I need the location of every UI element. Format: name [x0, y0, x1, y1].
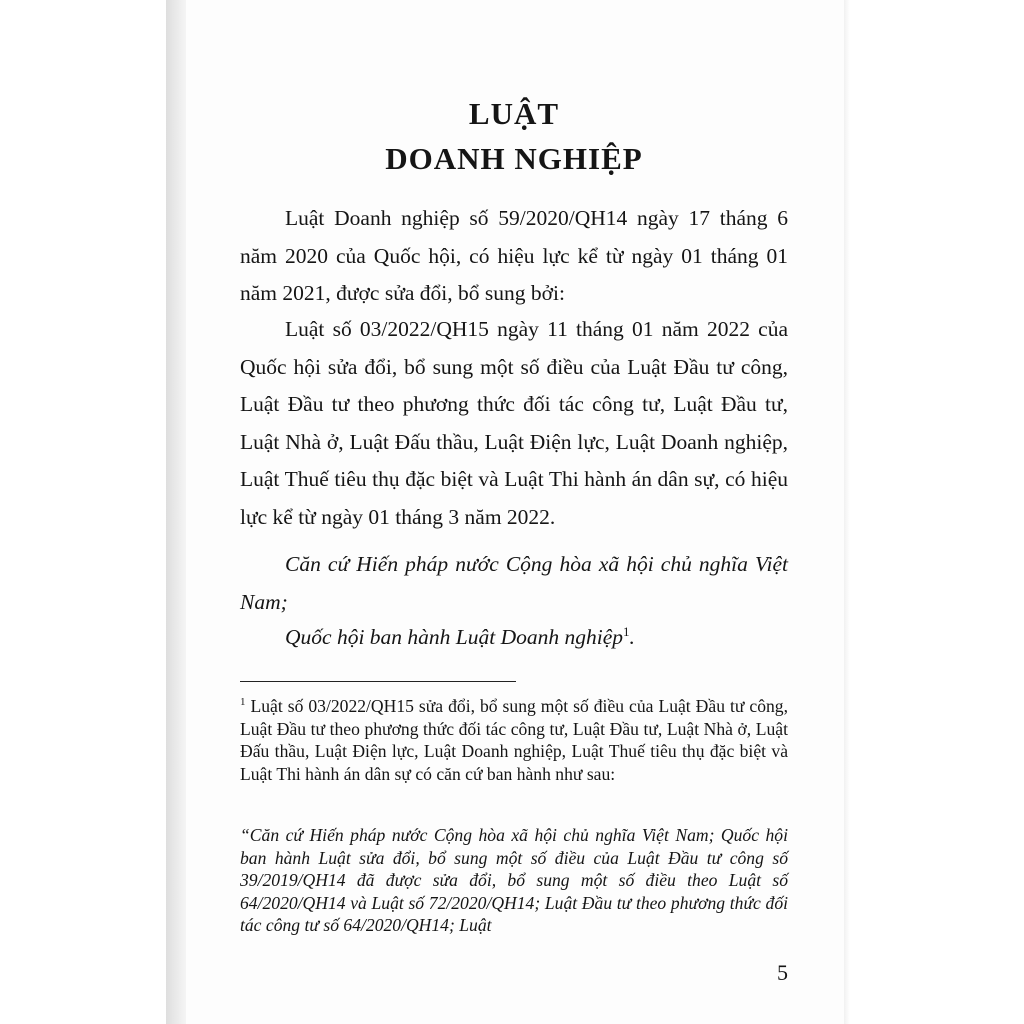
document-title-line-2: DOANH NGHIỆP	[385, 141, 643, 176]
paper-edge	[844, 0, 850, 1024]
document-title-line-1: LUẬT	[468, 96, 560, 131]
footnote-marker: 1	[240, 696, 246, 709]
footnote-body: Luật số 03/2022/QH15 sửa đổi, bổ sung một số điều của Luật Đầu tư công, Luật Đầu tư theo phương thức đối tác công tư, Luật Đầu tư, Luật Nhà ở, Luật Đấu thầu, Luật Điện lực, Luật Doanh nghiệp, Luật Thuế tiêu thụ đặc biệt và Luật Thi hành án dân sự có căn cứ ban hành như sau:	[240, 696, 788, 784]
footnote-text	[240, 695, 788, 785]
page-number: 5	[777, 960, 788, 985]
footnote-divider	[240, 681, 516, 682]
paragraph-amendment-info: Luật số 03/2022/QH15 ngày 11 tháng 01 năm 2022 của Quốc hội sửa đổi, bổ sung một số điều của Luật Đầu tư công, Luật Đầu tư theo phương thức đối tác công tư, Luật Đầu tư, Luật Nhà ở, Luật Đấu thầu, Luật Điện lực, Luật Doanh nghiệp, Luật Thuế tiêu thụ đặc biệt và Luật Thi hành án dân sự, có hiệu lực kể từ ngày 01 tháng 3 năm 2022.	[240, 317, 788, 529]
paragraph-promulgation: Quốc hội ban hành Luật Doanh nghiệp$^1$.	[285, 623, 635, 649]
footnote-reference: 1	[623, 623, 630, 639]
paragraph-constitution-basis: Căn cứ Hiến pháp nước Cộng hòa xã hội chủ nghĩa Việt Nam;	[240, 552, 788, 614]
paragraph-enactment-info: Luật Doanh nghiệp số 59/2020/QH14 ngày 17 tháng 6 năm 2020 của Quốc hội, có hiệu lực kể từ ngày 01 tháng 01 năm 2021, được sửa đổi, bổ sung bởi:	[240, 206, 788, 306]
promulgation-text: Quốc hội ban hành Luật Doanh nghiệp	[285, 625, 624, 649]
footnote-quote: “Căn cứ Hiến pháp nước Cộng hòa xã hội chủ nghĩa Việt Nam; Quốc hội ban hành Luật sửa đổi, bổ sung một số điều của Luật Đầu tư công số 39/2019/QH14 đã được sửa đổi, bổ sung một số điều theo Luật số 64/2020/QH14 và Luật số 72/2020/QH14; Luật Đầu tư theo phương thức đối tác công tư số 64/2020/QH14; Luật	[240, 825, 788, 936]
book-spine-shadow	[166, 0, 188, 1024]
